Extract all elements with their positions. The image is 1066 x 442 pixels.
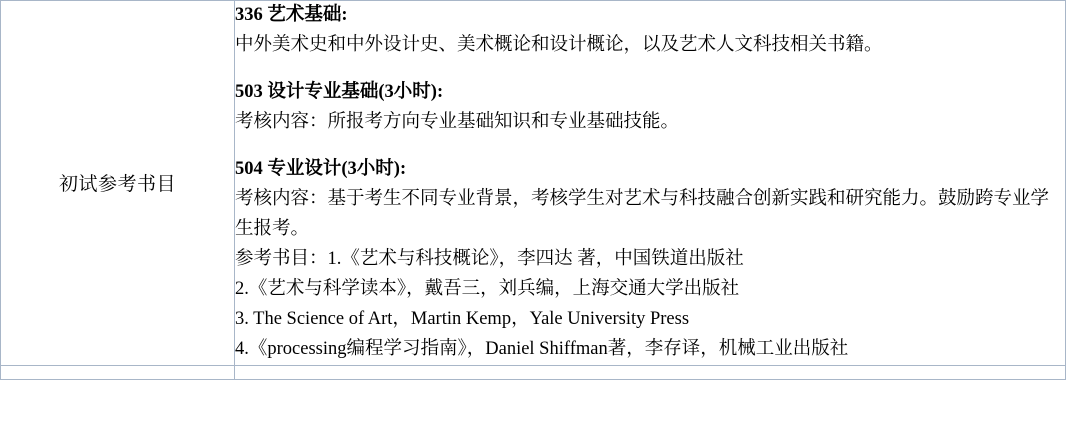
subject-line: 考核内容：基于考生不同专业背景，考核学生对艺术与科技融合创新实践和研究能力。鼓励跨专业学生报考。: [235, 188, 1050, 239]
next-row-label-cell: [1, 365, 235, 379]
subject-heading: 336 艺术基础:: [235, 5, 348, 25]
subject-block-504: [235, 155, 1065, 365]
subject-line: 考核内容：所报考方向专业基础知识和专业基础技能。: [235, 111, 680, 132]
table-row: [1, 1, 1066, 366]
subject-line: 中外美术史和中外设计史、美术概论和设计概论，以及艺术人文科技相关书籍。: [235, 34, 883, 55]
block-spacer: [235, 61, 1065, 78]
subject-block-503: [235, 78, 1065, 138]
subject-block-336: [235, 1, 1065, 61]
block-spacer: [235, 138, 1065, 155]
subject-heading: 504 专业设计(3小时):: [235, 158, 407, 179]
subject-heading: 503 设计专业基础(3小时):: [235, 81, 444, 102]
next-row-content-cell: [235, 365, 1066, 379]
row-label-cell: [1, 1, 235, 366]
row-content-cell: [235, 1, 1066, 366]
reference-line: 3. The Science of Art，Martin Kemp，Yale University Press: [235, 308, 690, 329]
reference-line: 参考书目：1.《艺术与科技概论》，李四达 著，中国铁道出版社: [235, 248, 744, 269]
table-row-next-partial: [1, 365, 1066, 379]
reference-line: 2.《艺术与科学读本》，戴吾三，刘兵编，上海交通大学出版社: [235, 278, 740, 299]
reference-line: 4.《processing编程学习指南》，Daniel Shiffman著，李存译，机械工业出版社: [235, 338, 849, 359]
row-label-text: 初试参考书目: [58, 174, 176, 196]
